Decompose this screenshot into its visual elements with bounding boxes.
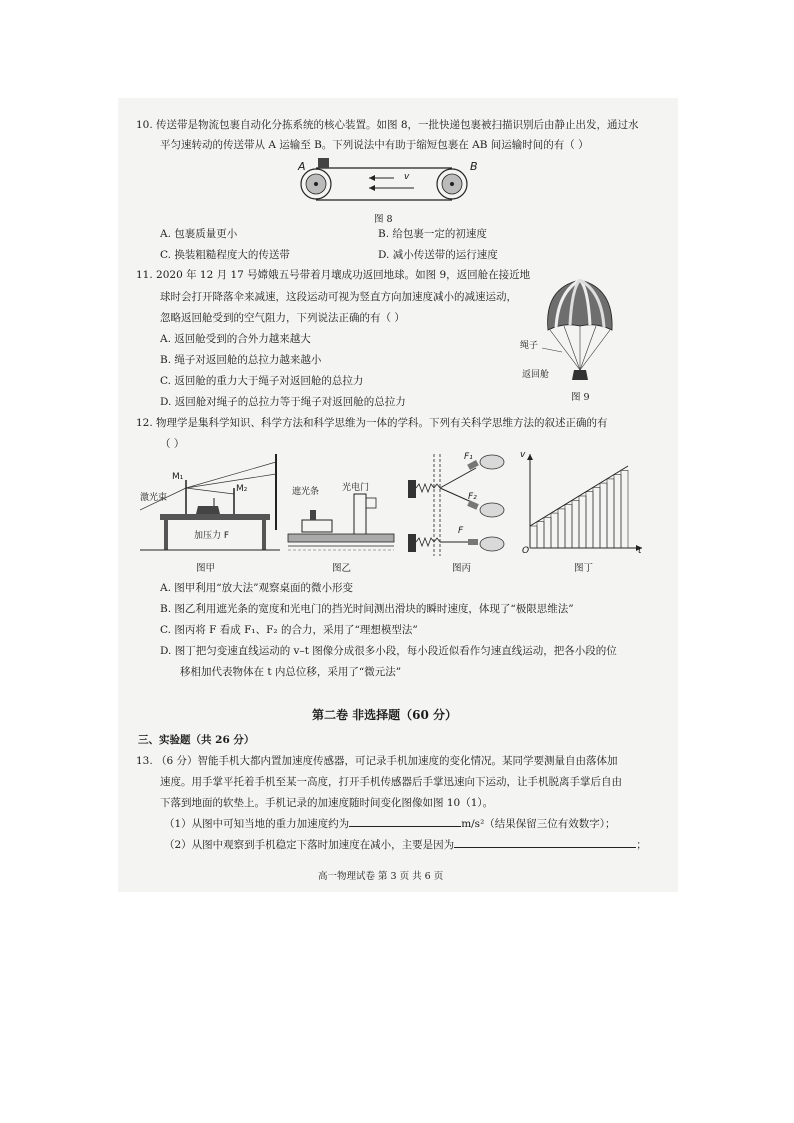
figure-yi-gate-label: 光电门 — [342, 483, 370, 493]
q10-stem-line1: 10. 传送带是物流包裹自动化分拣系统的核心装置。如图 8，一批快递包裹被扫描识别后由静止出发，通过水 — [136, 119, 639, 131]
figure-bing-caption: 图丙 — [452, 563, 472, 574]
q10-option-a: A. 包裹质量更小 — [160, 228, 238, 240]
q11-option-a: A. 返回舱受到的合外力越来越大 — [160, 333, 311, 345]
figure-9-rope-label: 绳子 — [520, 341, 539, 351]
q13-stem-line3: 下落到地面的软垫上。手机记录的加速度随时间变化图像如图 10（1）。 — [160, 797, 494, 809]
vt-strip — [558, 509, 565, 548]
q10-option-b: B. 给包裹一定的初速度 — [378, 228, 487, 240]
figure-8-label-v: v — [404, 172, 410, 182]
q13-sub1-answer-blank[interactable] — [349, 826, 461, 827]
figure-yi-photogate — [284, 476, 398, 556]
q11-option-b: B. 绳子对返回舱的总拉力越来越小 — [160, 354, 322, 366]
q13-sub2-prompt: （2）从图中观察到手机稳定下落时加速度在减小，主要是因为 — [164, 839, 455, 851]
q10-option-d: D. 减小传送带的运行速度 — [378, 249, 498, 261]
q13-sub2-answer-blank[interactable] — [454, 847, 636, 848]
figure-yi-caption: 图乙 — [332, 563, 352, 574]
section-experiment-heading: 三、实验题（共 26 分） — [138, 734, 255, 746]
q13-stem-line2: 速度。用手掌平托着手机至某一高度，打开手机传感器后手掌迅速向下运动，让手机脱离手掌后自由 — [160, 776, 622, 788]
figure-jia-laser-label: 激光束 — [140, 493, 168, 503]
vt-strip — [579, 496, 586, 548]
q12-stem-line1: 12. 物理学是集科学知识、科学方法和科学思维为一体的学科。下列有关科学思维方法的叙述正确的有 — [136, 417, 608, 429]
figure-9-capsule-label: 返回舱 — [522, 370, 550, 380]
q11-option-d: D. 返回舱对绳子的总拉力等于绳子对返回舱的总拉力 — [160, 396, 406, 408]
q12-option-a: A. 图甲利用“放大法”观察桌面的微小形变 — [160, 582, 353, 594]
page-footer: 高一物理试卷 第 3 页 共 6 页 — [318, 871, 444, 882]
vt-strip — [607, 479, 614, 548]
vt-strip — [621, 470, 628, 548]
figure-ding-t-label: t — [638, 546, 642, 556]
vt-strip — [565, 505, 572, 548]
figure-bing-spring-forces — [406, 452, 512, 556]
vt-strip — [614, 475, 621, 548]
figure-bing-f2-label: F₂ — [468, 492, 477, 502]
q11-stem-line1: 11. 2020 年 12 月 17 号嫦娥五号带着月壤成功返回地球。如图 9，返回舱在接近地 — [136, 269, 531, 281]
figure-jia-m2-label: M₂ — [236, 484, 248, 494]
figure-8-caption: 图 8 — [374, 214, 393, 225]
q13-sub1-prompt: （1）从图中可知当地的重力加速度约为 — [164, 818, 350, 830]
q10-option-c: C. 换装粗糙程度大的传送带 — [160, 249, 290, 261]
figure-8-label-a: A — [298, 160, 306, 173]
figure-9-caption: 图 9 — [571, 392, 590, 403]
vt-strip — [572, 500, 579, 548]
figure-ding-caption: 图丁 — [574, 563, 594, 574]
part-two-title: 第二卷 非选择题（60 分） — [312, 708, 458, 722]
vt-strip — [600, 483, 607, 548]
q11-stem-line3: 忽略返回舱受到的空气阻力，下列说法正确的有（ ） — [160, 312, 405, 324]
figure-yi-shade-label: 遮光条 — [292, 487, 320, 497]
q12-option-c: C. 图丙将 F 看成 F₁、F₂ 的合力，采用了“理想模型法” — [160, 624, 418, 636]
figure-9-parachute — [518, 270, 618, 388]
figure-jia-caption: 图甲 — [196, 563, 216, 574]
q11-stem-line2: 球时会打开降落伞来减速，这段运动可视为竖直方向加速度减小的减速运动， — [160, 291, 517, 303]
figure-ding-v-label: v — [520, 450, 526, 460]
vt-strip — [593, 487, 600, 548]
figure-8-label-b: B — [470, 160, 478, 173]
q13-stem-line1: 13. （6 分）智能手机大都内置加速度传感器，可记录手机加速度的变化情况。某同学要测量自由落体加 — [136, 755, 618, 767]
q12-option-d-line2: 移相加代表物体在 t 内总位移，采用了“微元法” — [180, 666, 402, 678]
q11-option-c: C. 返回舱的重力大于绳子对返回舱的总拉力 — [160, 375, 364, 387]
q12-option-d-line1: D. 图丁把匀变速直线运动的 v–t 图像分成很多小段，每小段近似看作匀速直线运动，把各小段的位 — [160, 645, 617, 657]
q12-stem-line2: （ ） — [160, 438, 185, 450]
figure-8-conveyor — [294, 158, 484, 208]
vt-strip — [530, 526, 537, 548]
figure-jia-force-label: 加压力 F — [194, 531, 230, 541]
vt-strip — [544, 517, 551, 548]
figure-bing-f1-label: F₁ — [464, 452, 473, 462]
q13-sub1 — [164, 817, 616, 831]
vt-strip — [586, 492, 593, 548]
figure-ding-vt-graph — [518, 450, 646, 558]
figure-ding-origin-label: O — [522, 546, 530, 556]
figure-jia-m1-label: M₁ — [172, 472, 184, 482]
figure-jia-mirror-table — [140, 452, 282, 556]
q13-sub2 — [164, 838, 647, 852]
q13-sub2-suffix: ； — [636, 839, 647, 851]
vt-strip — [551, 513, 558, 548]
vt-strip — [537, 522, 544, 548]
figure-bing-f-label: F — [458, 526, 464, 536]
q12-option-b: B. 图乙利用遮光条的宽度和光电门的挡光时间测出滑块的瞬时速度，体现了“极限思维法” — [160, 603, 574, 615]
q13-sub1-suffix: m/s²（结果保留三位有效数字）； — [461, 818, 616, 830]
q10-stem-line2: 平匀速转动的传送带从 A 运输至 B。下列说法中有助于缩短包裹在 AB 间运输时间的有（ ） — [160, 139, 589, 151]
